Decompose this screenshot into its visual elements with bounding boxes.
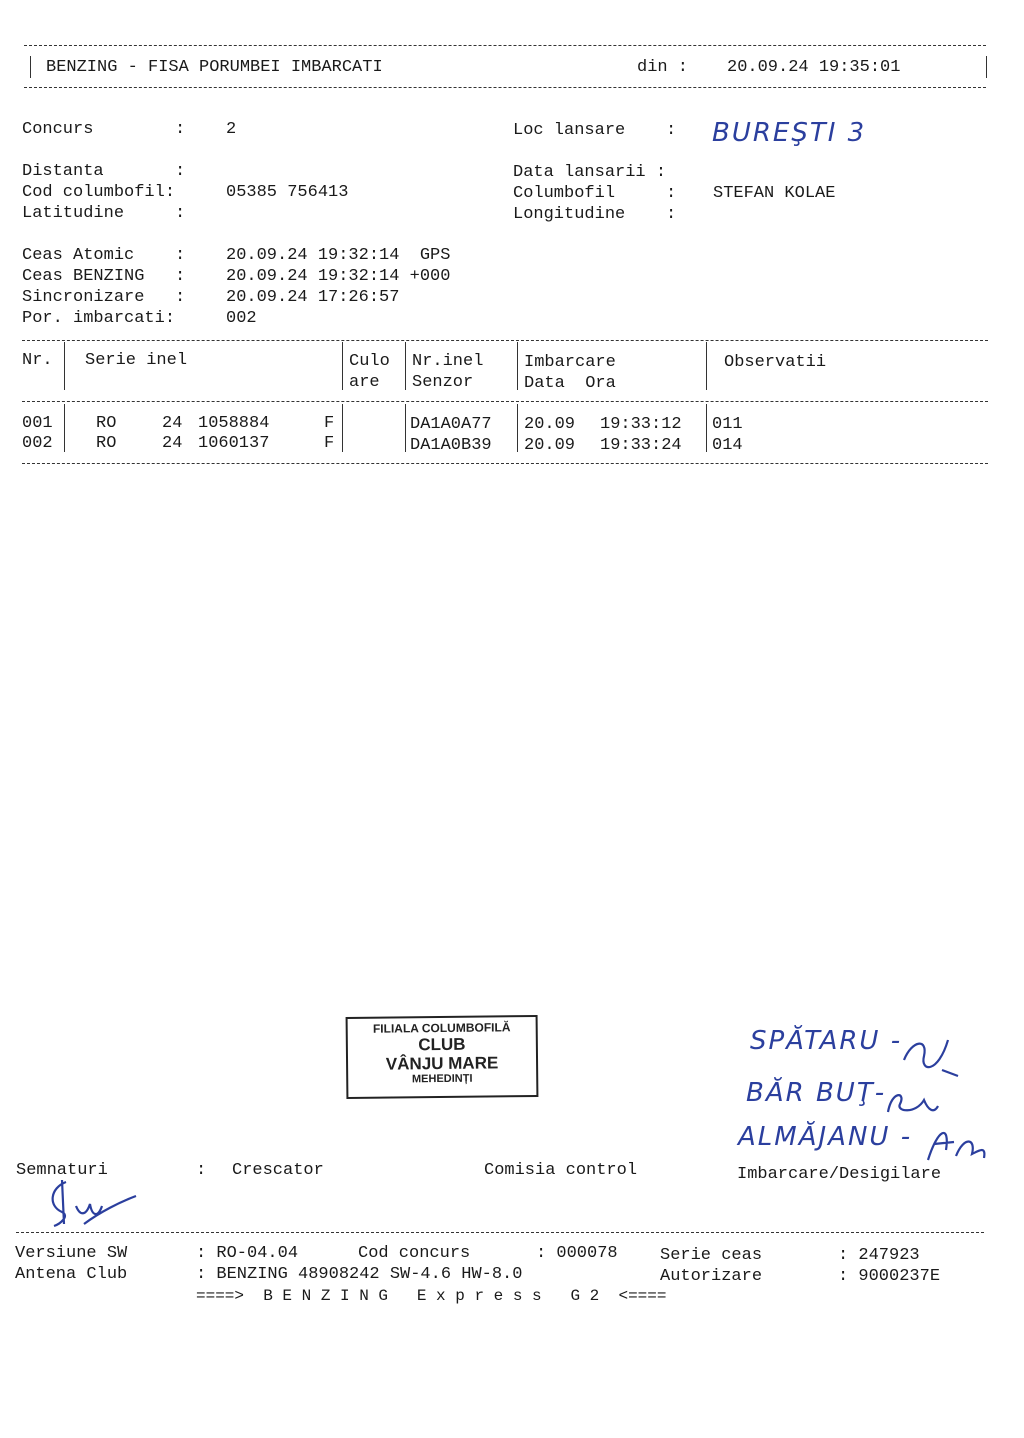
din-label: din : [637, 58, 689, 77]
crescator-label: Crescator [232, 1161, 324, 1180]
stamp-line-1: FILIALA COLUMBOFILĂ [372, 1020, 511, 1036]
col-header-observatii: Observatii [724, 353, 827, 372]
semnaturi-label: Semnaturi [16, 1161, 108, 1180]
concurs-label: Concurs : [22, 120, 186, 139]
comisia-control-label: Comisia control [484, 1161, 638, 1180]
distanta-label: Distanta : [22, 162, 186, 181]
cod-concurs-label: Cod concurs [358, 1244, 471, 1263]
row-sensor: DA1A0B39 [410, 436, 492, 455]
cod-columbofil-value: 05385 756413 [226, 183, 349, 202]
signature-mark-2 [882, 1080, 942, 1124]
signature-mark-1 [898, 1030, 964, 1086]
header-left-border [30, 56, 31, 78]
stamp-line-2: CLUB [418, 1034, 466, 1055]
handwritten-name-2: BĂR BUŢ- [746, 1078, 887, 1108]
header-bottom-border [24, 87, 986, 88]
ceas-benzing-value: 20.09.24 19:32:14 +000 [226, 267, 451, 286]
col-divider [342, 404, 343, 452]
antena-club-label: Antena Club [15, 1265, 128, 1284]
columbofil-value: STEFAN KOLAE [713, 184, 836, 203]
table-bottom-border [22, 463, 988, 464]
row-country: RO [96, 414, 117, 433]
sincronizare-value: 20.09.24 17:26:57 [226, 288, 400, 307]
col-divider [64, 342, 65, 390]
row-year: 24 [162, 414, 183, 433]
serie-ceas-value: : 247923 [838, 1246, 920, 1265]
col-header-imbarcare-1: Imbarcare [524, 353, 616, 372]
col-header-nr: Nr. [22, 351, 53, 370]
row-ring: 1060137 [198, 434, 270, 453]
col-divider [517, 404, 518, 452]
semnaturi-colon: : [196, 1161, 207, 1180]
ceas-benzing-label: Ceas BENZING : [22, 267, 186, 286]
imbarcare-desigilare-label: Imbarcare/Desigilare [737, 1165, 942, 1184]
col-header-nrinel-1: Nr.inel [412, 352, 484, 371]
crescator-signature [40, 1172, 140, 1234]
table-header-separator [22, 401, 988, 402]
sincronizare-label: Sincronizare : [22, 288, 186, 307]
footer-separator [16, 1232, 984, 1233]
header-right-border [986, 56, 987, 78]
versiune-sw-label: Versiune SW [15, 1244, 128, 1263]
brand-line: ====> B E N Z I N G E x p r e s s G 2 <==== [196, 1287, 667, 1305]
row-obs: 011 [712, 415, 743, 434]
antena-club-value: : BENZING 48908242 SW-4.6 HW-8.0 [196, 1265, 523, 1284]
stamp-line-3: VÂNJU MARE [385, 1053, 499, 1074]
versiune-sw-value: : RO-04.04 [196, 1244, 299, 1263]
din-value: 20.09.24 19:35:01 [727, 58, 901, 77]
serie-ceas-label: Serie ceas [660, 1246, 763, 1265]
col-divider [405, 342, 406, 390]
col-divider [706, 342, 707, 390]
document-title: BENZING - FISA PORUMBEI IMBARCATI [46, 58, 383, 77]
row-date: 20.09 [524, 436, 576, 455]
club-stamp [346, 1015, 539, 1099]
col-header-nrinel-2: Senzor [412, 373, 474, 392]
col-header-culoare-1: Culo [349, 352, 390, 371]
header-top-border [24, 45, 986, 46]
ceas-atomic-value: 20.09.24 19:32:14 GPS [226, 246, 451, 265]
row-nr: 002 [22, 434, 53, 453]
row-nr: 001 [22, 414, 53, 433]
cod-columbofil-label: Cod columbofil: [22, 183, 176, 202]
handwritten-name-3: ALMĂJANU - [738, 1122, 913, 1152]
col-header-serie: Serie inel [85, 351, 188, 370]
row-obs: 014 [712, 436, 743, 455]
row-sex: F [324, 414, 335, 433]
concurs-value: 2 [226, 120, 237, 139]
col-divider [706, 404, 707, 452]
loc-lansare-label: Loc lansare : [513, 121, 677, 140]
handwritten-name-1: SPĂTARU - [750, 1026, 903, 1056]
col-header-culoare-2: are [349, 373, 380, 392]
row-sex: F [324, 434, 335, 453]
row-country: RO [96, 434, 117, 453]
row-date: 20.09 [524, 415, 576, 434]
row-ring: 1058884 [198, 414, 270, 433]
ceas-atomic-label: Ceas Atomic : [22, 246, 186, 265]
col-header-imbarcare-2: Data Ora [524, 374, 616, 393]
row-time: 19:33:12 [600, 415, 682, 434]
table-top-border [22, 340, 988, 341]
row-year: 24 [162, 434, 183, 453]
longitudine-label: Longitudine : [513, 205, 677, 224]
latitudine-label: Latitudine : [22, 204, 186, 223]
cod-concurs-value: : 000078 [536, 1244, 618, 1263]
columbofil-label: Columbofil : [513, 184, 677, 203]
autorizare-value: : 9000237E [838, 1267, 941, 1286]
loc-lansare-handwritten: BUREŞTI 3 [712, 118, 867, 148]
stamp-line-4: MEHEDINȚI [411, 1072, 473, 1086]
col-divider [405, 404, 406, 452]
row-sensor: DA1A0A77 [410, 415, 492, 434]
data-lansarii-label: Data lansarii : [513, 163, 667, 182]
signature-mark-3 [924, 1120, 990, 1168]
col-divider [64, 404, 65, 452]
col-divider [342, 342, 343, 390]
por-imbarcati-label: Por. imbarcati: [22, 309, 176, 328]
autorizare-label: Autorizare [660, 1267, 763, 1286]
col-divider [517, 342, 518, 390]
por-imbarcati-value: 002 [226, 309, 257, 328]
row-time: 19:33:24 [600, 436, 682, 455]
